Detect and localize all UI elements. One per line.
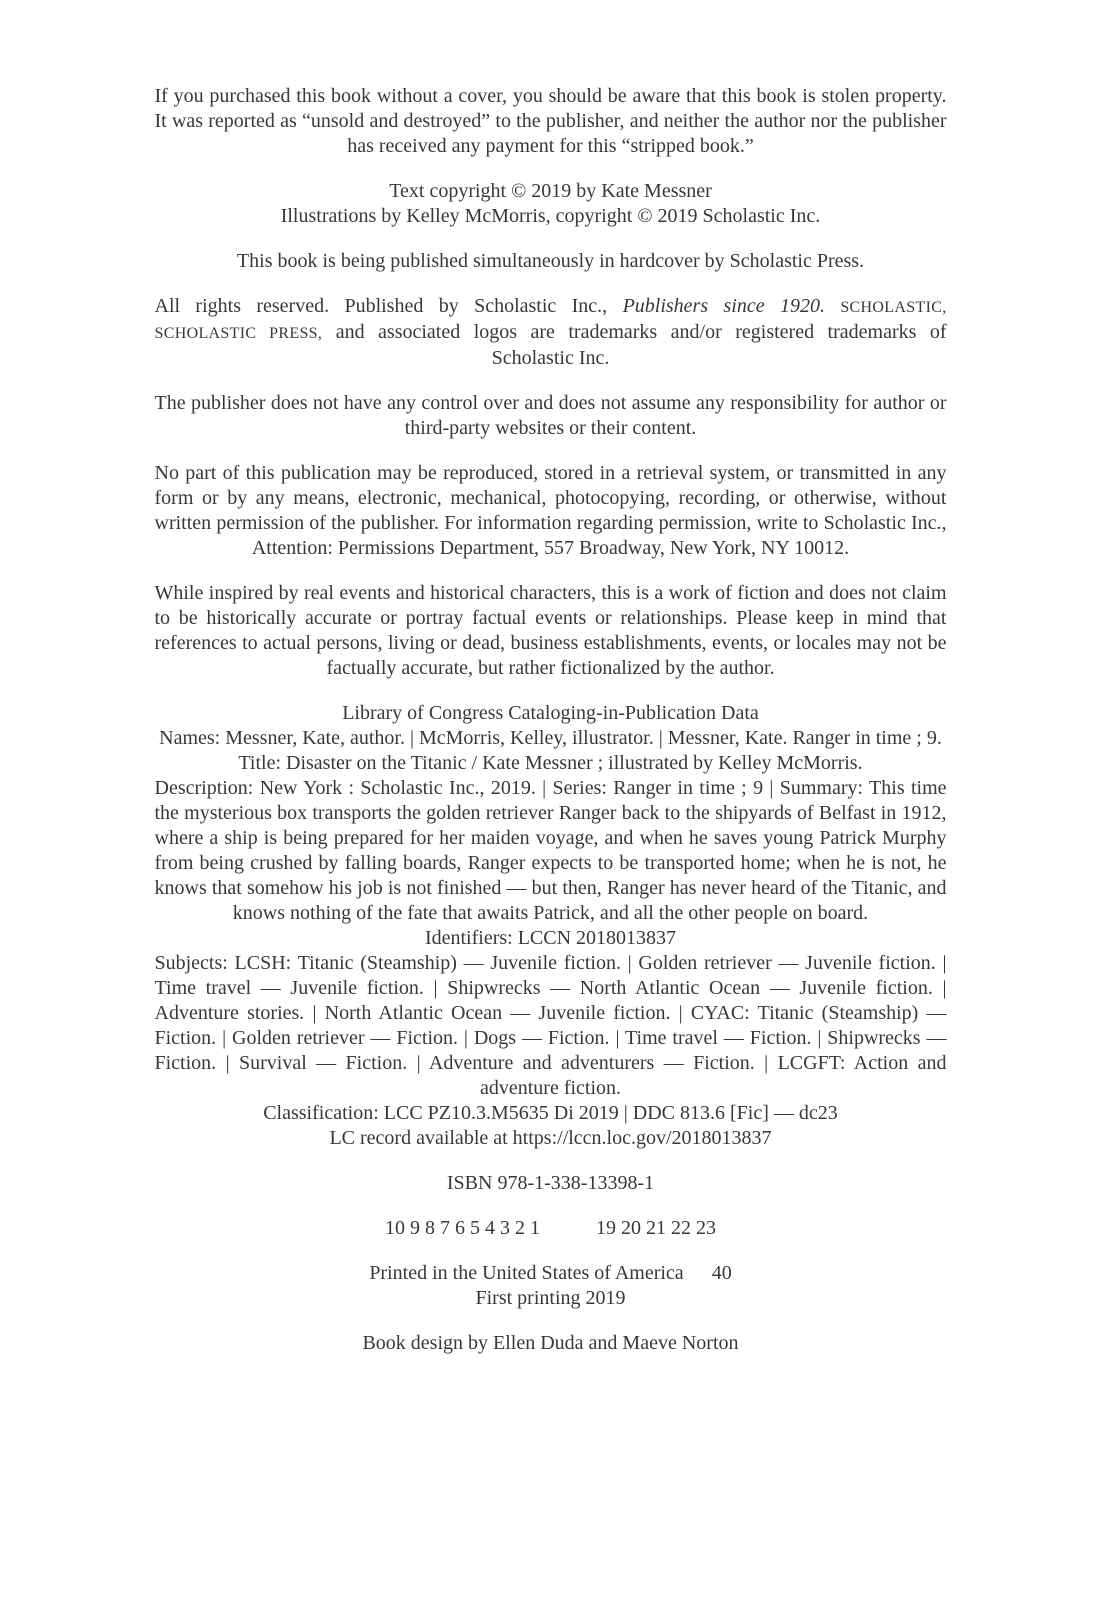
first-printing-line: First printing 2019 (475, 1287, 626, 1309)
rights-lead: All rights reserved. Published by Scholastic Inc., (154, 295, 608, 317)
publishers-since-notice: Publishers since 1920. (622, 295, 825, 317)
isbn-line: ISBN 978-1-338-13398-1 (446, 1172, 655, 1194)
fiction-disclaimer: While inspired by real events and historical characters, this is a work of fiction and does not claim to be historically accurate or portray factual events or relationships. Please keep in mind that references to actual persons, living or dead, business establishments, events, or locales may not be factually accurate, but rather fictionalized by the author. (154, 582, 947, 679)
cip-block (155, 701, 947, 1151)
book-design-credit: Book design by Ellen Duda and Maeve Norton (362, 1332, 739, 1354)
scholastic-press-trademark: SCHOLASTIC PRESS, (154, 325, 323, 342)
cip-names: Names: Messner, Kate, author. | McMorris, Kelley, illustrator. | Messner, Kate. Ranger in time ; 9. (159, 727, 942, 749)
illustrations-copyright-line: Illustrations by Kelley McMorris, copyright © 2019 Scholastic Inc. (280, 205, 821, 227)
printing-numbers-line (155, 1216, 947, 1241)
publisher-disclaimer: The publisher does not have any control over and does not assume any responsibility for author or third-party websites or their content. (154, 392, 947, 439)
rights-tail: and associated logos are trademarks and/or registered trademarks of Scholastic Inc. (335, 321, 947, 369)
printed-in-line (155, 1261, 947, 1286)
printed-in-text: Printed in the United States of America (369, 1262, 684, 1284)
scholastic-trademark: SCHOLASTIC, (840, 299, 947, 316)
printer-code: 40 (711, 1262, 732, 1284)
copyright-page-content (155, 0, 947, 1356)
cip-lc-record: LC record available at https://lccn.loc.gov/2018013837 (329, 1127, 772, 1149)
printing-countdown: 10 9 8 7 6 5 4 3 2 1 (385, 1217, 540, 1239)
text-copyright-line: Text copyright © 2019 by Kate Messner (389, 180, 712, 202)
cip-heading: Library of Congress Cataloging-in-Publication Data (342, 702, 759, 724)
stripped-book-notice: If you purchased this book without a cover, you should be aware that this book is stolen property. It was reported as “unsold and destroyed” to the publisher, and neither the author nor the publisher has received any payment for this “stripped book.” (154, 85, 947, 157)
cip-subjects: Subjects: LCSH: Titanic (Steamship) — Juvenile fiction. | Golden retriever — Juvenile fiction. | Time travel — Juvenile fiction. | Shipwrecks — North Atlantic Ocean — Juvenile fiction. | Adventure stories. | North Atlantic Ocean — Juvenile fiction. | CYAC: Titanic (Steamship) — Fiction. | Golden retriever — Fiction. | Dogs — Fiction. | Time travel — Fiction. | Shipwrecks — Fiction. | Survival — Fiction. | Adventure and adventurers — Fiction. | LCGFT: Action and adventure fiction. (154, 952, 947, 1099)
rights-paragraph (155, 294, 947, 371)
permissions-paragraph: No part of this publication may be reproduced, stored in a retrieval system, or transmitted in any form or by any means, electronic, mechanical, photocopying, recording, or otherwise, without written permission of the publisher. For information regarding permission, write to Scholastic Inc., Attention: Permissions Department, 557 Broadway, New York, NY 10012. (154, 462, 947, 559)
cip-classification: Classification: LCC PZ10.3.M5635 Di 2019 | DDC 813.6 [Fic] — dc23 (263, 1102, 838, 1124)
cip-title: Title: Disaster on the Titanic / Kate Messner ; illustrated by Kelley McMorris. (238, 752, 863, 774)
printing-years: 19 20 21 22 23 (596, 1217, 716, 1239)
simultaneous-publication-line: This book is being published simultaneously in hardcover by Scholastic Press. (236, 250, 865, 272)
cip-description: Description: New York : Scholastic Inc., 2019. | Series: Ranger in time ; 9 | Summary: This time the mysterious box transports the golden retriever Ranger back to the shipyards of Belfast in 1912, where a ship is being prepared for her maiden voyage, and when he saves young Patrick Murphy from being crushed by falling boards, Ranger expects to be transported home; when he is not, he knows that somehow his job is not finished — but then, Ranger has never heard of the Titanic, and knows nothing of the fate that awaits Patrick, and all the other people on board. (154, 777, 947, 924)
cip-identifiers: Identifiers: LCCN 2018013837 (424, 927, 677, 949)
